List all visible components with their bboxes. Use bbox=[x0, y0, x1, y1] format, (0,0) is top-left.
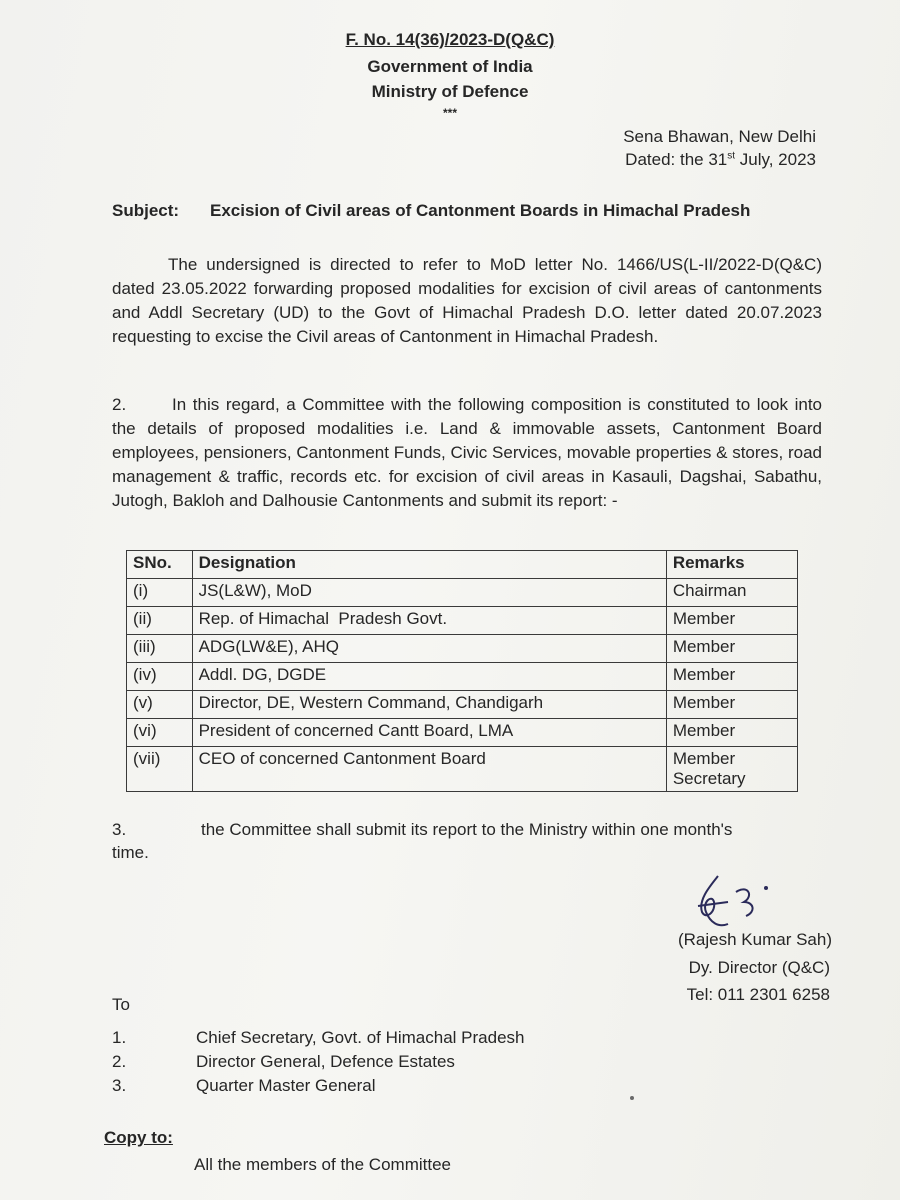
date-suffix-ordinal: st bbox=[727, 150, 736, 162]
cell-designation: Rep. of Himachal Pradesh Govt. bbox=[192, 607, 666, 635]
cell-designation: President of concerned Cantt Board, LMA bbox=[192, 719, 666, 747]
signatory-designation: Dy. Director (Q&C) bbox=[688, 958, 830, 977]
recipient-text: Chief Secretary, Govt. of Himachal Pradesh bbox=[196, 1028, 525, 1047]
paragraph-3-number: 3. bbox=[112, 820, 127, 839]
paragraph-2 bbox=[112, 393, 822, 513]
file-number: F. No. 14(36)/2023-D(Q&C) bbox=[345, 30, 555, 49]
subject-line bbox=[112, 201, 750, 221]
paragraph-3-line-2: time. bbox=[112, 843, 149, 862]
cell-remarks: Member bbox=[666, 663, 797, 691]
recipient-text: Quarter Master General bbox=[196, 1076, 376, 1095]
table-row bbox=[127, 635, 798, 663]
paragraph-2-number: 2. bbox=[112, 395, 127, 414]
cell-remarks: Chairman bbox=[666, 579, 797, 607]
copy-to-label: Copy to: bbox=[104, 1128, 173, 1147]
government-heading: Government of India bbox=[367, 57, 533, 76]
subject-label: Subject: bbox=[112, 201, 180, 220]
cell-sno: (v) bbox=[127, 691, 193, 719]
place-line: Sena Bhawan, New Delhi bbox=[623, 127, 816, 146]
cell-remarks: Member Secretary bbox=[666, 747, 797, 792]
table-row bbox=[127, 719, 798, 747]
paragraph-2-text: In this regard, a Committee with the following composition is constituted to look into the details of proposed modalities i.e. Land & immovable assets, Cantonment Board employees, pensioners, Cantonment Funds, Civic Services, movable properties & stores, road management & traffic, records etc. for excision of civil areas in Kasauli, Dagshai, Sabathu, Jutogh, Bakloh and Dalhousie Cantonments and submit its report: - bbox=[112, 395, 822, 510]
subject-text: Excision of Civil areas of Cantonment Boards in Himachal Pradesh bbox=[210, 201, 751, 220]
paragraph-1: The undersigned is directed to refer to MoD letter No. 1466/US(L-II/2022-D(Q&C) dated 23.05.2022 forwarding proposed modalities for excision of civil areas of cantonments and Addl Secretary (UD) to the Govt of Himachal Pradesh D.O. letter dated 20.07.2023 requesting to excise the Civil areas of Cantonment in Himachal Pradesh. bbox=[112, 255, 822, 346]
ministry-heading: Ministry of Defence bbox=[371, 82, 529, 101]
table-row bbox=[127, 747, 798, 792]
recipient-number: 2. bbox=[112, 1052, 127, 1071]
table-row bbox=[127, 691, 798, 719]
ink-dot bbox=[630, 1096, 634, 1100]
cell-designation: JS(L&W), MoD bbox=[192, 579, 666, 607]
cell-designation: Director, DE, Western Command, Chandigarh bbox=[192, 691, 666, 719]
cell-sno: (iii) bbox=[127, 635, 193, 663]
signatory-telephone: Tel: 011 2301 6258 bbox=[686, 985, 830, 1004]
cell-remarks: Member bbox=[666, 691, 797, 719]
table-header-row bbox=[127, 551, 798, 579]
recipient-number: 1. bbox=[112, 1028, 127, 1047]
cell-designation: ADG(LW&E), AHQ bbox=[192, 635, 666, 663]
to-label: To bbox=[112, 995, 130, 1014]
separator-stars: *** bbox=[442, 106, 457, 120]
cell-remarks: Member bbox=[666, 719, 797, 747]
table-row bbox=[127, 607, 798, 635]
cell-remarks: Member bbox=[666, 635, 797, 663]
signature-mark bbox=[688, 872, 798, 932]
date-month-year: July, 2023 bbox=[735, 150, 816, 169]
header-designation: Designation bbox=[192, 551, 666, 579]
copy-to-text: All the members of the Committee bbox=[194, 1155, 451, 1174]
cell-sno: (vi) bbox=[127, 719, 193, 747]
cell-designation: CEO of concerned Cantonment Board bbox=[192, 747, 666, 792]
paragraph-3-line-1: the Committee shall submit its report to the Ministry within one month's bbox=[201, 820, 733, 839]
cell-sno: (i) bbox=[127, 579, 193, 607]
header-sno: SNo. bbox=[127, 551, 193, 579]
recipient-text: Director General, Defence Estates bbox=[196, 1052, 455, 1071]
header-remarks: Remarks bbox=[666, 551, 797, 579]
cell-designation: Addl. DG, DGDE bbox=[192, 663, 666, 691]
committee-table bbox=[126, 550, 798, 792]
date-prefix: Dated: the 31 bbox=[625, 150, 728, 169]
table-row bbox=[127, 663, 798, 691]
cell-sno: (iv) bbox=[127, 663, 193, 691]
signatory-name: (Rajesh Kumar Sah) bbox=[677, 930, 832, 949]
cell-sno: (ii) bbox=[127, 607, 193, 635]
recipient-number: 3. bbox=[112, 1076, 127, 1095]
cell-sno: (vii) bbox=[127, 747, 193, 792]
table-row bbox=[127, 579, 798, 607]
date-line bbox=[625, 150, 816, 170]
cell-remarks: Member bbox=[666, 607, 797, 635]
